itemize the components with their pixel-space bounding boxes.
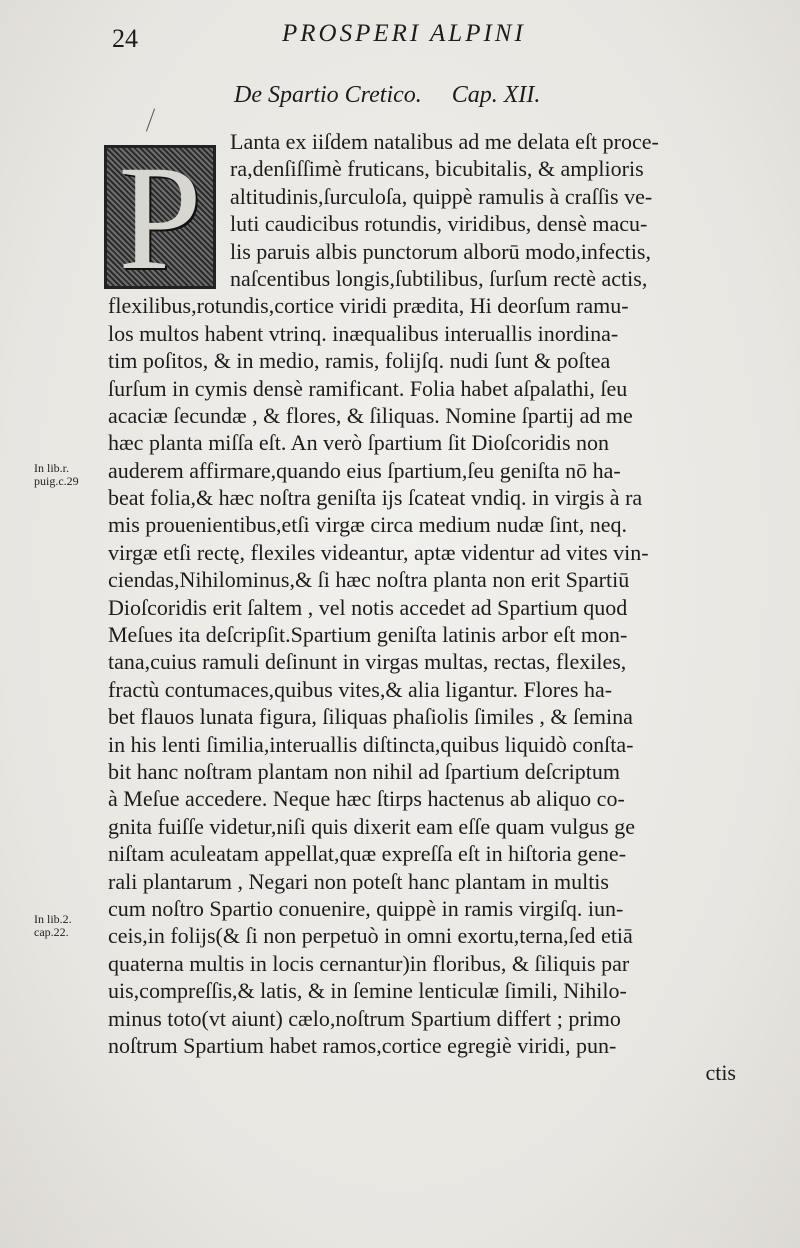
text-line: hæc planta miſſa eſt. An verò ſpartium ſit Dioſcoridis non <box>108 430 610 456</box>
text-line: fractù contumaces,quibus vites,& alia ligantur. Flores ha- <box>108 676 613 702</box>
catchword: ctis <box>705 1060 736 1086</box>
text-line: los multos habent vtrinq. inæqualibus interuallis inordina- <box>108 320 619 346</box>
text-line: gnita fuiſſe videtur,niſi quis dixerit eam eſſe quam vulgus ge <box>108 813 636 839</box>
margin-note-1: In lib.r. puig.c.29 <box>34 461 79 488</box>
page-number: 24 <box>112 24 138 53</box>
initial-letter: P <box>118 145 202 289</box>
text-line: altitudinis,ſurculoſa, quippè ramulis à craſſis ve- <box>230 183 653 209</box>
text-line: bit hanc noſtram plantam non nihil ad ſpartium deſcriptum <box>108 758 620 784</box>
text-line: minus toto(vt aiunt) cælo,noſtrum Spartium differt ; primo <box>108 1005 621 1031</box>
text-line: virgæ etſi rectę, flexiles videantur, aptæ videntur ad vites vin- <box>108 539 649 565</box>
text-line: cum noſtro Spartio conuenire, quippè in ramis virgiſq. iun- <box>108 895 624 921</box>
text-line: Lanta ex iiſdem natalibus ad me delata eſt proce- <box>230 129 659 154</box>
text-line: luti caudicibus rotundis, viridibus, densè macu- <box>230 211 648 237</box>
text-line: mis prouenientibus,etſi virgæ circa medium nudæ ſint, neq. <box>108 512 627 538</box>
margin-note-2: In lib.2. cap.22. <box>34 912 72 939</box>
text-line: lis paruis albis punctorum alborū modo,infectis, <box>230 238 651 264</box>
text-line: ſurſum in cymis densè ramificant. Folia habet aſpalathi, ſeu <box>108 375 628 401</box>
text-line: in his lenti ſimilia,interuallis diſtincta,quibus liquidò conſta- <box>108 731 634 757</box>
text-line: noſtrum Spartium habet ramos,cortice egregiè viridi, pun- <box>108 1032 617 1058</box>
text-line: ceis,in folijs(& ſi non perpetuò in omni exortu,terna,ſed etiā <box>108 923 633 949</box>
running-head: PROSPERI ALPINI <box>282 20 526 47</box>
text-line: ra,denſiſſimè fruticans, bicubitalis, & amplioris <box>230 156 644 182</box>
text-line: ciendas,Nihilominus,& ſi hæc noſtra planta non erit Spartiū <box>108 567 630 593</box>
text-line: tim poſitos, & in medio, ramis, folijſq. nudi ſunt & poſtea <box>108 348 611 374</box>
text-line: auderem affirmare,quando eius ſpartium,ſeu geniſta nō ha- <box>108 457 621 483</box>
chapter-heading <box>234 82 540 109</box>
text-line: tana,cuius ramuli deſinunt in virgas multas, rectas, flexiles, <box>108 649 627 675</box>
text-line: Meſues ita deſcripſit.Spartium geniſta latinis arbor eſt mon- <box>108 622 628 648</box>
body-text <box>108 128 780 1087</box>
text-line: rali plantarum , Negari non poteſt hanc plantam in multis <box>108 868 609 894</box>
chapter-title: De Spartio Cretico. <box>234 82 422 108</box>
text-line: naſcentibus longis,ſubtilibus, ſurſum rectè actis, <box>230 265 648 291</box>
text-line: à Meſue accedere. Neque hæc ſtirps hactenus ab aliquo co- <box>108 786 625 812</box>
text-line: quaterna multis in locis cernantur)in floribus, & ſiliquis par <box>108 950 630 976</box>
text-line: Dioſcoridis erit ſaltem , vel notis accedet ad Spartium quod <box>108 594 628 620</box>
chapter-number: Cap. XII. <box>451 82 541 108</box>
text-line: uis,compreſſis,& latis, & in ſemine lenticulæ ſimili, Nihilo- <box>108 978 627 1004</box>
text-line: acaciæ ſecundæ , & flores, & ſiliquas. Nomine ſpartij ad me <box>108 402 633 428</box>
text-line: niſtam aculeatam appellat,quæ expreſſa eſt in hiſtoria gene- <box>108 841 627 867</box>
text-line: beat folia,& hæc noſtra geniſta ijs ſcateat vndiq. in virgis à ra <box>108 485 643 511</box>
text-line: flexilibus,rotundis,cortice viridi prædita, Hi deorſum ramu- <box>108 293 629 319</box>
text-line: bet flauos lunata figura, ſiliquas phaſiolis ſimiles , & ſemina <box>108 704 633 730</box>
